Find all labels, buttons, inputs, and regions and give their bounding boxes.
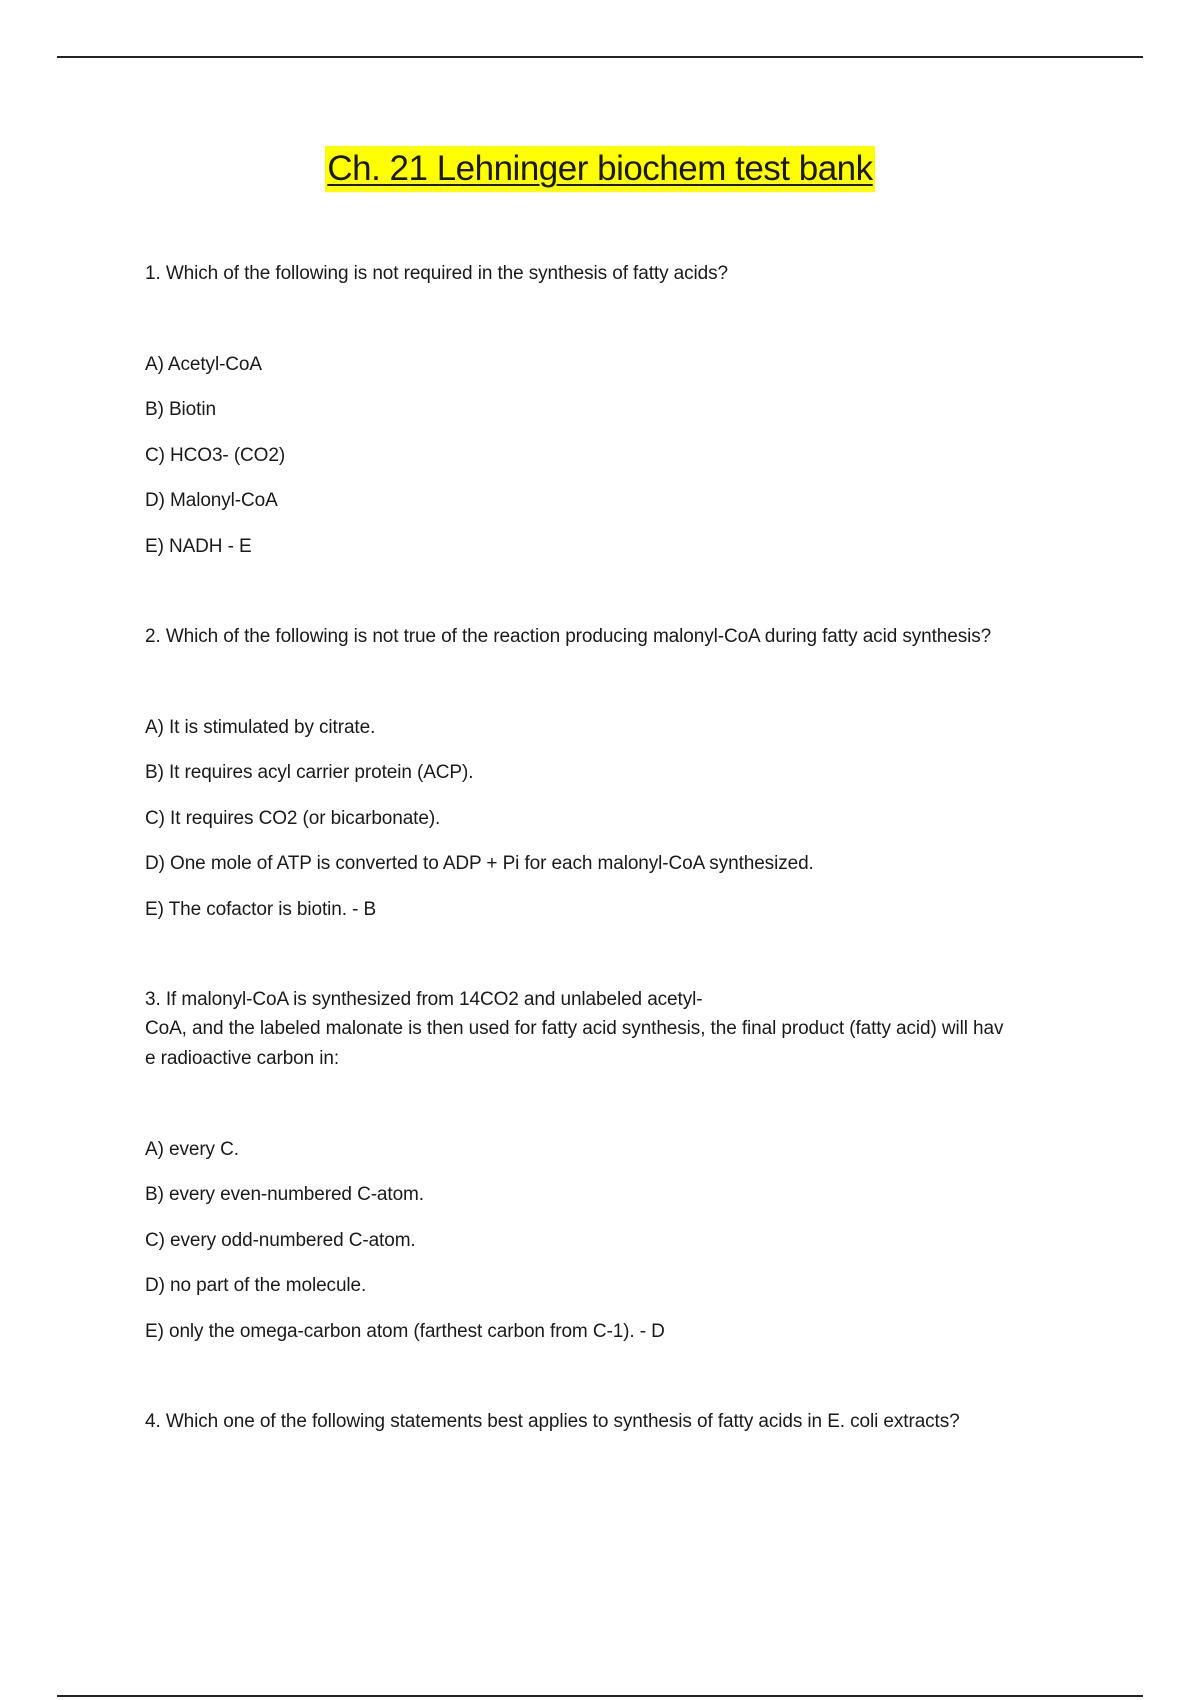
- question-2-option-e: E) The cofactor is biotin. - B: [145, 899, 377, 920]
- question-3-option-e: E) only the omega-carbon atom (farthest carbon from C-1). - D: [145, 1321, 665, 1342]
- question-2-option-a: A) It is stimulated by citrate.: [145, 717, 376, 738]
- question-2-text: 2. Which of the following is not true of the reaction producing malonyl-CoA during fatty acid synthesis?: [145, 626, 992, 647]
- question-2-option-b: B) It requires acyl carrier protein (ACP).: [145, 762, 474, 783]
- question-3-text-line-3: e radioactive carbon in:: [145, 1048, 340, 1069]
- question-2-option-d: D) One mole of ATP is converted to ADP + Pi for each malonyl-CoA synthesized.: [145, 853, 814, 874]
- question-3-text-line-1: 3. If malonyl-CoA is synthesized from 14CO2 and unlabeled acetyl-: [145, 989, 703, 1010]
- bottom-rule: [57, 1695, 1143, 1697]
- question-3-option-b: B) every even-numbered C-atom.: [145, 1184, 424, 1205]
- question-1-text: 1. Which of the following is not required in the synthesis of fatty acids?: [145, 263, 728, 284]
- question-3-text-line-2: CoA, and the labeled malonate is then used for fatty acid synthesis, the final product (fatty acid) will hav: [145, 1018, 1004, 1039]
- question-3-option-a: A) every C.: [145, 1139, 239, 1160]
- question-1-option-d: D) Malonyl-CoA: [145, 490, 278, 511]
- question-3-option-d: D) no part of the molecule.: [145, 1275, 367, 1296]
- question-4-text: 4. Which one of the following statements best applies to synthesis of fatty acids in E. coli extracts?: [145, 1411, 960, 1432]
- question-3-option-c: C) every odd-numbered C-atom.: [145, 1230, 416, 1251]
- question-2-option-c: C) It requires CO2 (or bicarbonate).: [145, 808, 441, 829]
- title-container: [0, 146, 1200, 192]
- question-1-option-a: A) Acetyl-CoA: [145, 354, 262, 375]
- question-1-option-b: B) Biotin: [145, 399, 216, 420]
- question-1-option-c: C) HCO3- (CO2): [145, 445, 286, 466]
- top-rule: [57, 56, 1143, 58]
- page-title: Ch. 21 Lehninger biochem test bank: [325, 146, 874, 192]
- question-1-option-e: E) NADH - E: [145, 536, 252, 557]
